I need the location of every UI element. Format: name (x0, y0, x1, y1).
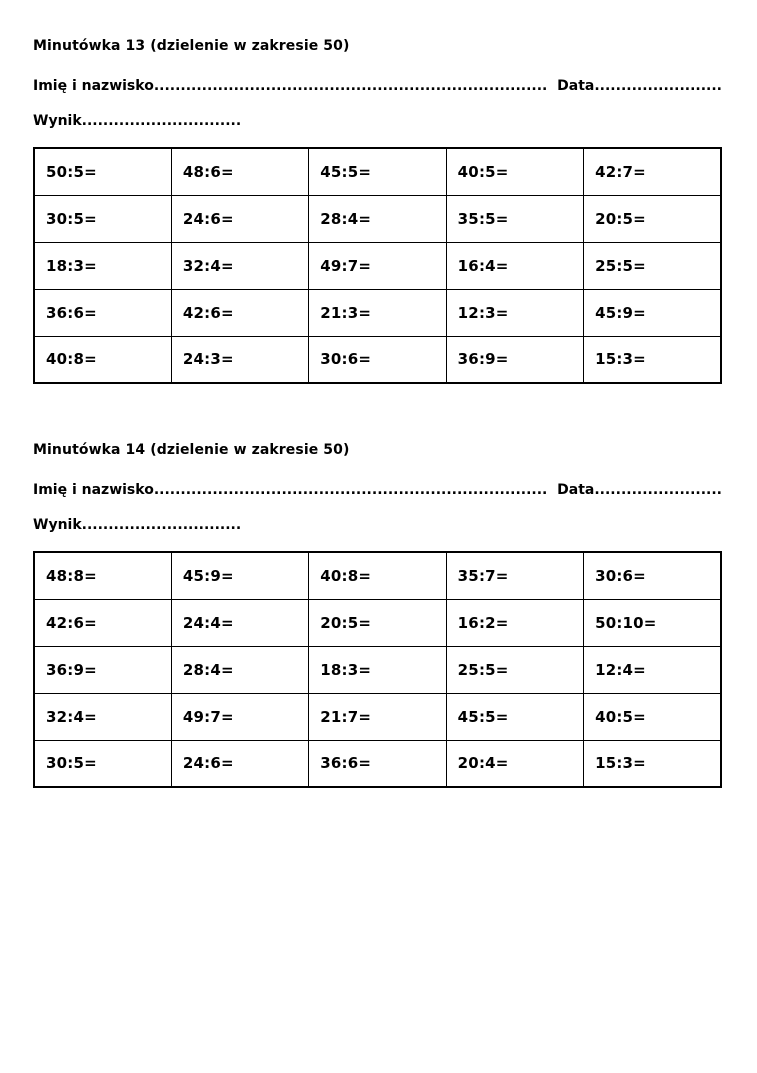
problem-cell: 32:4= (34, 693, 171, 740)
problem-cell: 20:5= (584, 195, 721, 242)
problem-cell: 45:5= (446, 693, 583, 740)
problem-cell: 40:5= (584, 693, 721, 740)
name-date-row (33, 482, 722, 498)
problem-cell: 12:3= (446, 289, 583, 336)
problem-cell: 35:7= (446, 552, 583, 599)
problem-cell: 24:6= (171, 740, 308, 787)
problem-cell: 36:6= (34, 289, 171, 336)
problem-cell: 36:9= (446, 336, 583, 383)
problem-cell: 45:9= (171, 552, 308, 599)
problem-cell: 30:5= (34, 740, 171, 787)
problem-cell: 15:3= (584, 740, 721, 787)
problem-cell: 32:4= (171, 242, 308, 289)
problem-cell: 20:5= (309, 599, 446, 646)
problem-cell: 42:7= (584, 148, 721, 195)
problem-cell: 42:6= (171, 289, 308, 336)
problem-cell: 30:5= (34, 195, 171, 242)
problem-cell: 36:9= (34, 646, 171, 693)
problem-cell: 25:5= (446, 646, 583, 693)
problem-cell: 36:6= (309, 740, 446, 787)
problem-cell: 21:7= (309, 693, 446, 740)
problem-cell: 24:4= (171, 599, 308, 646)
problem-row (34, 552, 721, 599)
problem-cell: 45:5= (309, 148, 446, 195)
problem-cell: 50:10= (584, 599, 721, 646)
problem-cell: 15:3= (584, 336, 721, 383)
problem-cell: 18:3= (34, 242, 171, 289)
problem-cell: 28:4= (171, 646, 308, 693)
name-field-line: Imię i nazwisko.......................................................................... (33, 482, 548, 498)
name-field-line: Imię i nazwisko.......................................................................... (33, 78, 548, 94)
problem-cell: 48:6= (171, 148, 308, 195)
problem-row (34, 336, 721, 383)
problem-row (34, 148, 721, 195)
score-field-line: Wynik.............................. (33, 517, 242, 533)
problem-cell: 30:6= (584, 552, 721, 599)
problem-cell: 16:2= (446, 599, 583, 646)
problem-row (34, 740, 721, 787)
problem-cell: 40:5= (446, 148, 583, 195)
problem-cell: 24:3= (171, 336, 308, 383)
problem-cell: 16:4= (446, 242, 583, 289)
problem-row (34, 599, 721, 646)
problem-cell: 21:3= (309, 289, 446, 336)
problem-cell: 18:3= (309, 646, 446, 693)
problem-cell: 49:7= (309, 242, 446, 289)
name-date-row (33, 78, 722, 94)
problem-cell: 40:8= (34, 336, 171, 383)
section-minutowka-14 (33, 384, 722, 788)
problem-row (34, 242, 721, 289)
problem-cell: 12:4= (584, 646, 721, 693)
problem-row (34, 646, 721, 693)
problems-table-14 (33, 551, 722, 788)
problem-cell: 49:7= (171, 693, 308, 740)
problem-cell: 50:5= (34, 148, 171, 195)
date-field-line: Data........................ (557, 78, 722, 94)
problem-cell: 20:4= (446, 740, 583, 787)
problem-cell: 48:8= (34, 552, 171, 599)
problem-cell: 40:8= (309, 552, 446, 599)
section-title: Minutówka 14 (dzielenie w zakresie 50) (33, 442, 350, 458)
problem-cell: 30:6= (309, 336, 446, 383)
section-title: Minutówka 13 (dzielenie w zakresie 50) (33, 38, 350, 54)
problem-cell: 42:6= (34, 599, 171, 646)
problem-cell: 25:5= (584, 242, 721, 289)
score-field-line: Wynik.............................. (33, 113, 242, 129)
date-field-line: Data........................ (557, 482, 722, 498)
problem-row (34, 289, 721, 336)
problem-cell: 28:4= (309, 195, 446, 242)
problem-cell: 45:9= (584, 289, 721, 336)
problem-cell: 24:6= (171, 195, 308, 242)
problem-row (34, 195, 721, 242)
problems-table-13 (33, 147, 722, 384)
problem-row (34, 693, 721, 740)
section-minutowka-13 (33, 0, 722, 384)
problem-cell: 35:5= (446, 195, 583, 242)
